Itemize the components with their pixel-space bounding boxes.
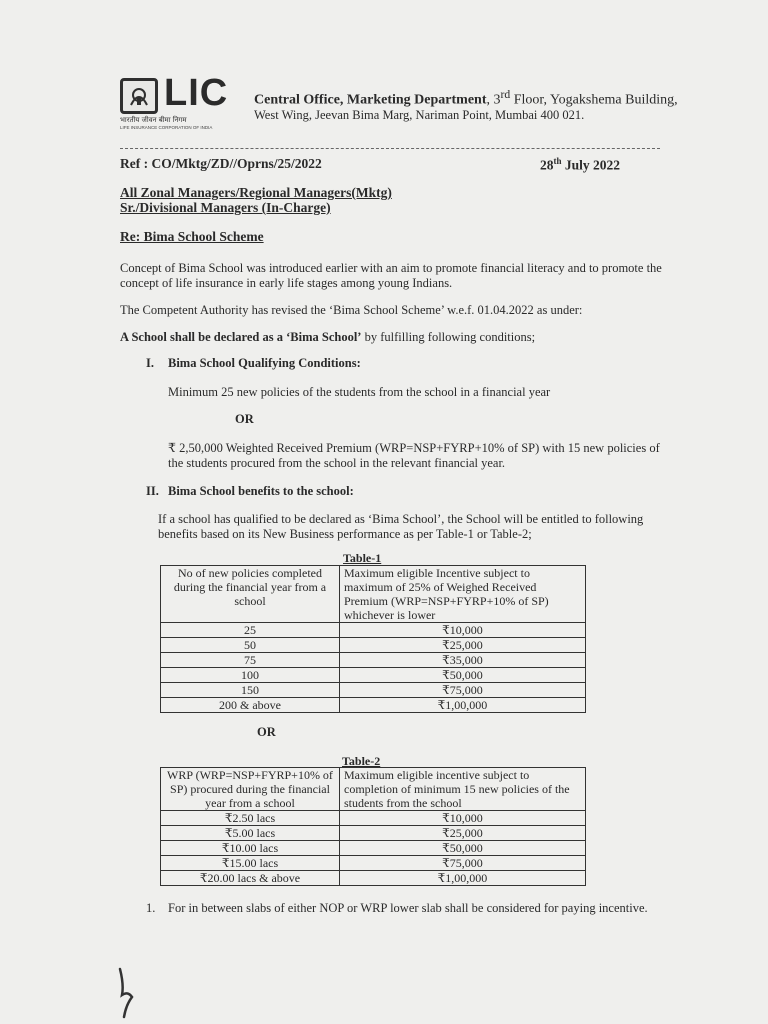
table-cell-slab: ₹15.00 lacs bbox=[161, 856, 340, 871]
table-cell-slab: ₹10.00 lacs bbox=[161, 841, 340, 856]
table-2-header-row bbox=[161, 768, 586, 811]
table-row bbox=[161, 623, 586, 638]
subject-line: Re: Bima School Scheme bbox=[120, 229, 264, 244]
table-1-header-row bbox=[161, 566, 586, 623]
table-row bbox=[161, 638, 586, 653]
office-address-line2: West Wing, Jeevan Bima Marg, Nariman Point, Mumbai 400 021. bbox=[254, 108, 585, 122]
table-cell-slab: ₹2.50 lacs bbox=[161, 811, 340, 826]
intro-paragraph: Concept of Bima School was introduced earlier with an aim to promote financial literacy and to promote the concept of life insurance in early life stages among young Indians. bbox=[120, 261, 662, 290]
table-row bbox=[161, 653, 586, 668]
date-day: 28 bbox=[540, 157, 554, 173]
section-1-number: I. bbox=[146, 356, 154, 370]
table-cell-incentive: ₹75,000 bbox=[340, 683, 586, 698]
table-row bbox=[161, 856, 586, 871]
table-cell-incentive: ₹1,00,000 bbox=[340, 698, 586, 713]
table-1-caption: Table-1 bbox=[343, 551, 382, 565]
tables-or: OR bbox=[257, 725, 276, 739]
logo-wordmark: LIC bbox=[164, 72, 229, 114]
logo-english-text: LIFE INSURANCE CORPORATION OF INDIA bbox=[120, 125, 213, 130]
table-row bbox=[161, 811, 586, 826]
table-row bbox=[161, 683, 586, 698]
table-cell-incentive: ₹10,000 bbox=[340, 623, 586, 638]
date-suffix: th bbox=[553, 156, 562, 166]
table-cell-slab: 75 bbox=[161, 653, 340, 668]
table-cell-incentive: ₹25,000 bbox=[340, 638, 586, 653]
table-cell-slab: 150 bbox=[161, 683, 340, 698]
table-cell-incentive: ₹75,000 bbox=[340, 856, 586, 871]
addressee-line-1: All Zonal Managers/Regional Managers(Mktg) bbox=[120, 185, 392, 200]
logo-hindi-text: भारतीय जीवन बीमा निगम bbox=[120, 116, 187, 124]
office-address-line1 bbox=[254, 88, 678, 109]
conditions-paragraph bbox=[120, 330, 535, 345]
table-cell-incentive: ₹10,000 bbox=[340, 811, 586, 826]
section-2-heading bbox=[146, 484, 354, 499]
table-row bbox=[161, 826, 586, 841]
office-floor-pre: , 3 bbox=[486, 92, 501, 108]
table-1-header-col1: No of new policies completed during the financial year from a school bbox=[161, 566, 340, 623]
footnote-text: For in between slabs of either NOP or WRP lower slab shall be considered for paying incentive. bbox=[168, 901, 648, 915]
table-2 bbox=[160, 767, 586, 886]
section-1-heading bbox=[146, 356, 361, 371]
office-name: Central Office, Marketing Department bbox=[254, 92, 487, 108]
table-row bbox=[161, 871, 586, 886]
table-cell-slab: 100 bbox=[161, 668, 340, 683]
footnote-1 bbox=[146, 901, 666, 916]
office-building: Floor, Yogakshema Building, bbox=[510, 92, 678, 108]
table-2-header-col1: WRP (WRP=NSP+FYRP+10% of SP) procured during the financial year from a school bbox=[161, 768, 340, 811]
table-1-header-col2: Maximum eligible Incentive subject to maximum of 25% of Weighed Received Premium (WRP=NSP+FYRP+10% of SP) whichever is lower bbox=[340, 566, 586, 623]
table-cell-incentive: ₹1,00,000 bbox=[340, 871, 586, 886]
table-row bbox=[161, 698, 586, 713]
section-1-or: OR bbox=[235, 412, 254, 426]
table-cell-incentive: ₹50,000 bbox=[340, 841, 586, 856]
letter-date bbox=[540, 156, 620, 174]
addressee-line-2: Sr./Divisional Managers (In-Charge) bbox=[120, 200, 331, 215]
office-floor-sup: rd bbox=[500, 88, 511, 101]
table-cell-slab: ₹5.00 lacs bbox=[161, 826, 340, 841]
section-1-condition-2: ₹ 2,50,000 Weighted Received Premium (WRP=NSP+FYRP+10% of SP) with 15 new policies of the students procured from the school in the relevant financial year. bbox=[168, 441, 660, 470]
table-cell-incentive: ₹35,000 bbox=[340, 653, 586, 668]
table-cell-slab: 50 bbox=[161, 638, 340, 653]
date-month-year: July 2022 bbox=[561, 157, 621, 173]
revised-paragraph: The Competent Authority has revised the ‘Bima School Scheme’ w.e.f. 01.04.2022 as under: bbox=[120, 303, 583, 317]
reference-number: Ref : CO/Mktg/ZD//Oprns/25/2022 bbox=[120, 156, 322, 171]
section-1-condition-1: Minimum 25 new policies of the students from the school in a financial year bbox=[168, 385, 551, 399]
table-cell-slab: ₹20.00 lacs & above bbox=[161, 871, 340, 886]
lic-logo bbox=[120, 72, 229, 130]
handwritten-mark-icon bbox=[110, 965, 150, 1021]
table-2-header-col2: Maximum eligible incentive subject to completion of minimum 15 new policies of the students from the school bbox=[340, 768, 586, 811]
header-divider bbox=[120, 148, 660, 149]
section-2-text: If a school has qualified to be declared as ‘Bima School’, the School will be entitled to following benefits based on its New Business performance as per Table-1 or Table-2; bbox=[158, 512, 644, 541]
table-row bbox=[161, 841, 586, 856]
table-row bbox=[161, 668, 586, 683]
lic-emblem-icon bbox=[120, 78, 158, 114]
section-2-title: Bima School benefits to the school: bbox=[168, 484, 354, 498]
footnote-number: 1. bbox=[146, 901, 156, 915]
table-cell-slab: 200 & above bbox=[161, 698, 340, 713]
conditions-rest: by fulfilling following conditions; bbox=[361, 330, 536, 344]
section-2-number: II. bbox=[146, 484, 159, 498]
table-2-caption: Table-2 bbox=[342, 754, 381, 768]
conditions-bold: A School shall be declared as a ‘Bima School’ bbox=[120, 330, 362, 344]
table-cell-incentive: ₹25,000 bbox=[340, 826, 586, 841]
table-1 bbox=[160, 565, 586, 713]
table-cell-slab: 25 bbox=[161, 623, 340, 638]
table-cell-incentive: ₹50,000 bbox=[340, 668, 586, 683]
section-1-title: Bima School Qualifying Conditions: bbox=[168, 356, 361, 370]
